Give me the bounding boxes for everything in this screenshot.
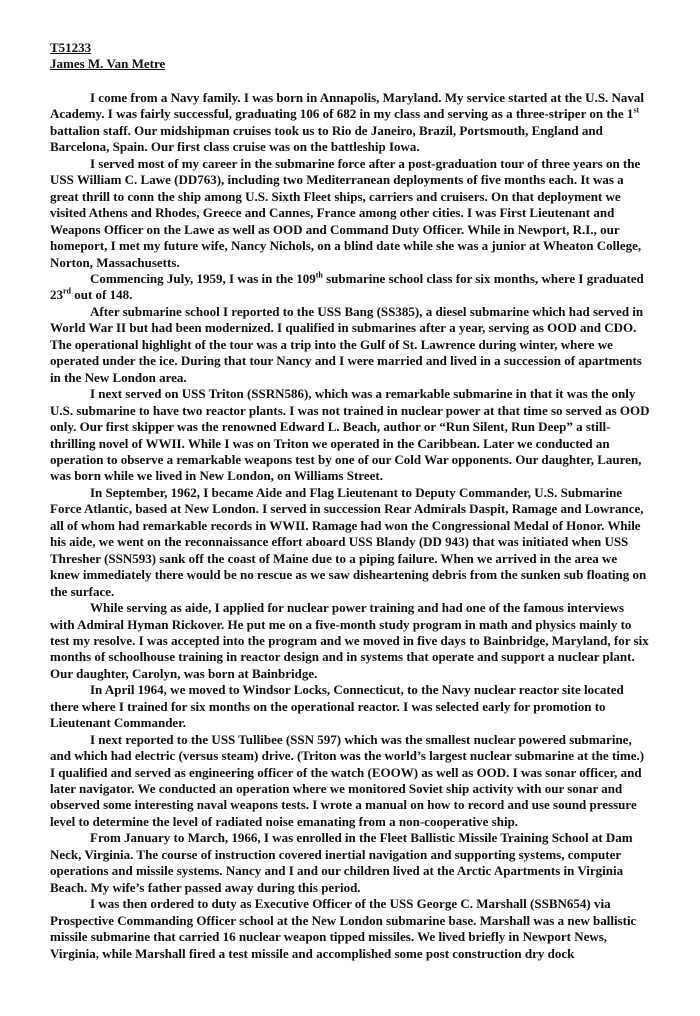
paragraph-text: Commencing July, 1959, I was in the 109 [90, 270, 316, 286]
paragraph [50, 90, 650, 156]
paragraph-text: From January to March, 1966, I was enrolled in the Fleet Ballistic Missile Training School at Dam Neck, Virginia. The course of instruction covered inertial navigation and supporting systems, computer operations and missile systems. Nancy and I and our children lived at the Arctic Apartments in Virginia Beach. My wife’s father passed away during this period. [50, 830, 633, 895]
paragraph [50, 830, 650, 896]
paragraph-text: In September, 1962, I became Aide and Flag Lieutenant to Deputy Commander, U.S. Submarine Force Atlantic, based at New London. I served in succession Rear Admirals Daspit, Ramage and Lowrance, all of whom had remarkable records in WWII. Ramage had won the Congressional Medal of Honor. While his aide, we went on the reconnaissance effort aboard USS Blandy (DD 943) that was initiated when USS Thresher (SSN593) sank off the coast of Maine due to a piping failure. When we arrived in the area we knew immediately there would be no rescue as we saw disheartening debris from the sunken sub floating on the surface. [50, 484, 647, 599]
paragraph [50, 271, 650, 304]
document-id: T51233 [50, 40, 92, 55]
paragraph [50, 732, 650, 831]
paragraph-text: I next served on USS Triton (SSRN586), which was a remarkable submarine in that it was the only U.S. submarine to have two reactor plants. I was not trained in nuclear power at that time so served as OOD only. Our first skipper was the renowned Edward L. Beach, author or “Run Silent, Run Deep” a still-thrilling novel of WWII. While I was on Triton we operated in the Caribbean. Later we conducted an operation to observe a remarkable weapons test by one of our Cold War opponents. Our daughter, Lauren, was born while we lived in New London, on Williams Street. [50, 386, 650, 484]
author-name: James M. Van Metre [50, 56, 166, 71]
paragraph [50, 600, 650, 682]
ordinal-suffix: th [315, 270, 323, 280]
paragraph [50, 156, 650, 271]
document-body [50, 90, 650, 962]
paragraph [50, 304, 650, 386]
paragraph-text: I come from a Navy family. I was born in Annapolis, Maryland. My service started at the U.S. Naval Academy. I was fairly successful, graduating 106 of 682 in my class and serving as a three-striper on the 1 [50, 90, 645, 122]
paragraph-text: In April 1964, we moved to Windsor Locks, Connecticut, to the Navy nuclear reactor site located there where I trained for six months on the operational reactor. I was selected early for promotion to Lieutenant Commander. [50, 682, 624, 731]
paragraph-text: out of 148. [71, 287, 133, 303]
paragraph-text: I served most of my career in the submarine force after a post-graduation tour of three years on the USS William C. Lawe (DD763), including two Mediterranean deployments of five months each. It was a great thrill to conn the ship among U.S. Sixth Fleet ships, carriers and cruisers. On that deployment we visited Athens and Rhodes, Greece and Cannes, France among other cities. I was First Lieutenant and Weapons Officer on the Lawe as well as OOD and Command Duty Officer. While in Newport, R.I., our homeport, I met my future wife, Nancy Nichols, on a blind date while she was a junior at Wheaton College, Norton, Massachusetts. [50, 155, 642, 270]
paragraph-text: I next reported to the USS Tullibee (SSN 597) which was the smallest nuclear powered submarine, and which had electric (versus steam) drive. (Triton was the world’s largest nuclear submarine at the time.) I qualified and served as engineering officer of the watch (EOOW) as well as OOD. I was sonar officer, and later navigator. We conducted an operation where we monitored Soviet ship activity with our sonar and observed some interesting naval weapons tests. I wrote a manual on how to record and use sound pressure level to determine the level of radiated noise emanating from a non-cooperative ship. [50, 731, 645, 829]
paragraph [50, 682, 650, 731]
ordinal-suffix: st [633, 106, 640, 116]
paragraph-text: After submarine school I reported to the USS Bang (SS385), a diesel submarine which had served in World War II but had been modernized. I qualified in submarines after a year, serving as OOD and CDO. The operational highlight of the tour was a trip into the Gulf of St. Lawrence during winter, where we operated under the ice. During that tour Nancy and I were married and lived in a succession of apartments in the New London area. [50, 303, 644, 385]
paragraph-text: I was then ordered to duty as Executive Officer of the USS George C. Marshall (SSBN654) via Prospective Commanding Officer school at the New London submarine base. Marshall was a new ballistic missile submarine that carried 16 nuclear weapon tipped missiles. We lived briefly in Newport News, Virginia, while Marshall fired a test missile and accomplished some post construction dry dock [50, 896, 637, 961]
paragraph [50, 386, 650, 485]
paragraph [50, 896, 650, 962]
paragraph-text: battalion staff. Our midshipman cruises took us to Rio de Janeiro, Brazil, Portsmouth, England and Barcelona, Spain. Our first class cruise was on the battleship Iowa. [50, 122, 603, 155]
paragraph [50, 485, 650, 600]
ordinal-suffix: rd [63, 287, 71, 297]
paragraph-text: submarine school class for six months, where I graduated 23 [50, 270, 644, 303]
paragraph-text: While serving as aide, I applied for nuclear power training and had one of the famous interviews with Admiral Hyman Rickover. He put me on a five-month study program in math and physics mainly to test my resolve. I was accepted into the program and we moved in five days to Bainbridge, Maryland, for six months of schoolhouse training in reactor design and in systems that operate and support a nuclear plant. Our daughter, Carolyn, was born at Bainbridge. [50, 600, 649, 681]
